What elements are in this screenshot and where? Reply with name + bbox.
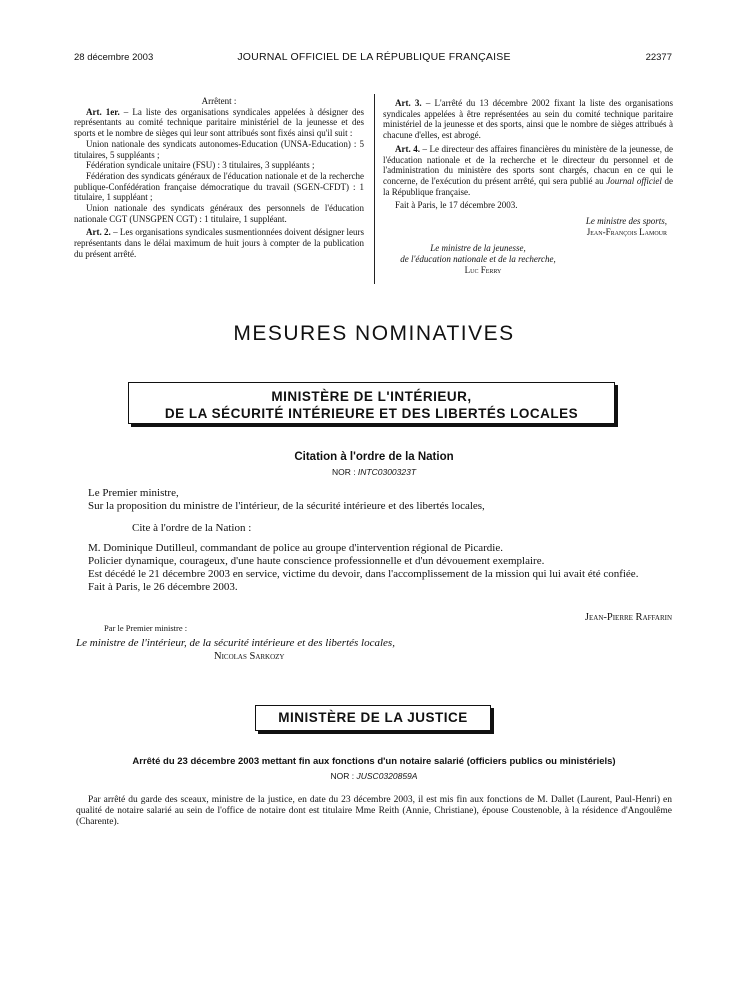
column-divider bbox=[374, 94, 375, 284]
paragraph: Sur la proposition du ministre de l'intérieur, de la sécurité intérieure et des libertés locales, bbox=[88, 500, 485, 512]
paragraph: Policier dynamique, courageux, d'une haute conscience professionnelle et d'un dévouement exemplaire. bbox=[88, 555, 545, 567]
list-item: Fédération syndicale unitaire (FSU) : 3 titulaires, 3 suppléants ; bbox=[86, 160, 315, 171]
nor-reference: NOR : INTC0300323T bbox=[331, 467, 417, 477]
left-column bbox=[74, 96, 364, 260]
ministry-box bbox=[128, 382, 615, 424]
ministry-line: DE LA SÉCURITÉ INTÉRIEURE ET DES LIBERTÉS LOCALES bbox=[164, 406, 579, 421]
box-shadow bbox=[615, 385, 618, 427]
signature-role: Le ministre de l'intérieur, de la sécurité intérieure et des libertés locales, bbox=[76, 637, 395, 649]
par-le-premier-ministre: Par le Premier ministre : bbox=[104, 623, 188, 633]
paragraph: Est décédé le 21 décembre 2003 en service, victime du devoir, dans l'accomplissement de la mission qui lui avait été confiée. bbox=[88, 568, 639, 580]
nor-reference: NOR : JUSC0320859A bbox=[330, 771, 418, 781]
list-item: Union nationale des syndicats autonomes-Education (UNSA-Education) : 5 titulaires, 5 suppléants ; bbox=[74, 138, 364, 160]
page-number: 22377 bbox=[645, 52, 672, 63]
journal-title: JOURNAL OFFICIEL DE LA RÉPUBLIQUE FRANÇAISE bbox=[237, 51, 511, 63]
signature-name: Nicolas Sarkozy bbox=[214, 651, 285, 662]
signature-name: Jean-François Lamour bbox=[586, 226, 667, 237]
arretent: Arrêtent : bbox=[201, 96, 237, 106]
right-column bbox=[383, 98, 673, 276]
citation-title: Citation à l'ordre de la Nation bbox=[294, 451, 454, 463]
box-shadow bbox=[258, 731, 494, 734]
citation-body-2 bbox=[76, 542, 672, 594]
citation-body bbox=[76, 487, 672, 513]
list-item: Fédération des syndicats généraux de l'éducation nationale et de la recherche publique-Confédération française démocratique du travail (SGEN-CFDT) : 1 titulaire, 1 suppléant ; bbox=[74, 170, 364, 203]
paragraph: M. Dominique Dutilleul, commandant de police au groupe d'intervention régional de Picardie. bbox=[88, 542, 503, 554]
arrete-title: Arrêté du 23 décembre 2003 mettant fin aux fonctions d'un notaire salarié (officiers publics ou ministériels) bbox=[132, 756, 616, 767]
article-3: Art. 3. – L'arrêté du 13 décembre 2002 fixant la liste des organisations syndicales appelées à être représentées au sein du comité technique paritaire ministériel de la jeunesse et des sports, ainsi que le nombre de sièges attribués à chacune d'elles, est abrogé. bbox=[383, 98, 673, 141]
fait-a-paris: Fait à Paris, le 17 décembre 2003. bbox=[395, 200, 518, 211]
ministry-line: MINISTÈRE DE L'INTÉRIEUR, bbox=[271, 389, 472, 404]
signature-role: de l'éducation nationale et de la recherche, bbox=[400, 254, 556, 265]
ministry-box: MINISTÈRE DE LA JUSTICE bbox=[255, 705, 491, 731]
article-2: Art. 2. – Les organisations syndicales susmentionnées doivent désigner leurs représentants dans le délai maximum de huit jours à compter de la publication du présent arrêté. bbox=[74, 227, 364, 259]
section-heading: MESURES NOMINATIVES bbox=[233, 322, 515, 345]
signature-role: Le ministre des sports, bbox=[585, 216, 667, 227]
paragraph: Fait à Paris, le 26 décembre 2003. bbox=[88, 581, 238, 593]
article-1: Art. 1er. – La liste des organisations syndicales appelées à désigner des représentants au comité technique paritaire ministériel de la jeunesse et des sports et le nombre de sièges qui leur sont attribués sont fixés ainsi qu'il suit : bbox=[74, 106, 365, 139]
paragraph: Le Premier ministre, bbox=[88, 487, 179, 499]
signature-role: Le ministre de la jeunesse, bbox=[430, 243, 526, 254]
box-shadow bbox=[131, 424, 618, 427]
signature-name: Luc Ferry bbox=[464, 264, 502, 275]
header-date: 28 décembre 2003 bbox=[74, 52, 154, 63]
paragraph: Cite à l'ordre de la Nation : bbox=[132, 522, 252, 534]
article-4: Art. 4. – Le directeur des affaires financières du ministère de la jeunesse, de l'éducation nationale et de la recherche et le directeur du personnel et de l'administration du ministère des sports sont chargés, chacun en ce qui le concerne, de l'exécution du présent arrêté, qui sera publié au Journal officiel de la République française. bbox=[383, 143, 673, 197]
signature-name: Jean-Pierre Raffarin bbox=[584, 612, 672, 623]
list-item: Union nationale des syndicats généraux des personnels de l'éducation nationale CGT (UNSGPEN CGT) : 1 titulaire, 1 suppléant. bbox=[74, 203, 364, 224]
arrete-text: Par arrêté du garde des sceaux, ministre de la justice, en date du 23 décembre 2003, il est mis fin aux fonctions de M. Dallet (Laurent, Paul-Henri) en qualité de notaire salarié au sein de l'office de notaire dont est titulaire Mme Reith (Annie, Christiane), épouse Coustenoble, à la résidence d'Angoulême (Charente). bbox=[76, 795, 672, 827]
